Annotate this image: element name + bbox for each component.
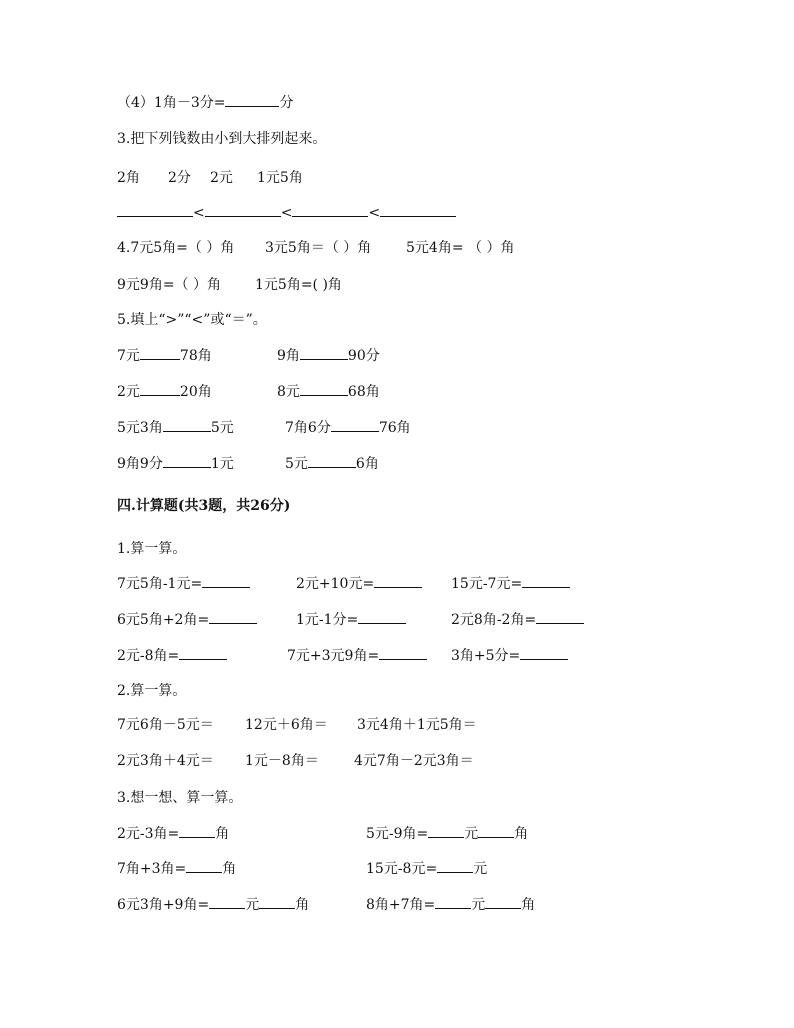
compare-right: 20角: [179, 384, 212, 400]
compare-item: [277, 383, 380, 401]
compare-right: 6角: [355, 456, 379, 472]
compare-left: 9角9分: [117, 456, 163, 472]
calc-item: [366, 896, 535, 914]
answer-blank[interactable]: [522, 575, 570, 588]
calc-item: [451, 575, 570, 593]
calc-item: 2元3角＋4元＝: [117, 753, 214, 769]
answer-blank[interactable]: [140, 383, 180, 396]
calc-expression: 6元3角+9角=: [117, 897, 210, 913]
compare-item: [117, 383, 212, 401]
compare-item: [285, 455, 379, 473]
calc-item: [451, 611, 584, 629]
compare-left: 7元: [117, 348, 140, 364]
calc-expression: 6元5角+2角=: [117, 612, 210, 628]
compare-item: [285, 419, 411, 437]
calc-item: [117, 825, 229, 843]
calc-expression: 7角+3角=: [117, 861, 187, 877]
question-4-part: [117, 94, 293, 112]
money-item: 2分: [168, 170, 191, 186]
unit-label: 角: [222, 861, 237, 877]
conversion-item: 3元5角＝（ ）角: [265, 240, 372, 256]
unit-label: 分: [279, 95, 294, 111]
less-than-sign: <: [368, 205, 381, 221]
calc-item: [451, 647, 568, 665]
less-than-sign: <: [280, 205, 293, 221]
compare-item: [117, 419, 234, 437]
money-item: 2角: [117, 170, 140, 186]
answer-blank[interactable]: [205, 204, 281, 217]
answer-blank[interactable]: [358, 611, 406, 624]
question-5-title: 5.填上“>”“<”或“＝”。: [117, 312, 267, 328]
calc-expression: 2元-3角=: [117, 826, 180, 842]
answer-blank[interactable]: [308, 455, 356, 468]
calc-item: [296, 611, 406, 629]
compare-left: 2元: [117, 384, 140, 400]
answer-blank[interactable]: [478, 825, 514, 838]
answer-blank[interactable]: [202, 575, 250, 588]
compare-right: 76角: [378, 420, 411, 436]
unit-label: 角: [295, 897, 310, 913]
answer-blank[interactable]: [437, 860, 473, 873]
compare-item: [277, 347, 380, 365]
unit-label: 角: [215, 826, 230, 842]
calc-expression: 3角+5分=: [451, 648, 521, 664]
unit-label: 元: [245, 897, 260, 913]
calc-item: [366, 825, 528, 843]
answer-blank[interactable]: [140, 347, 180, 360]
calc-1-title: 1.算一算。: [117, 541, 187, 557]
calc-item: [117, 896, 309, 914]
answer-blank[interactable]: [435, 896, 471, 909]
calc-item: [117, 611, 257, 629]
calc-expression: 2元-8角=: [117, 648, 180, 664]
compare-right: 68角: [347, 384, 380, 400]
answer-blank[interactable]: [485, 896, 521, 909]
calc-item: 12元＋6角＝: [245, 717, 328, 733]
compare-left: 5元3角: [117, 420, 163, 436]
compare-left: 9角: [277, 348, 300, 364]
less-than-sign: <: [193, 205, 205, 221]
calc-expression: 1元-1分=: [296, 612, 359, 628]
answer-blank[interactable]: [209, 611, 257, 624]
unit-label: 元: [473, 861, 488, 877]
unit-label: 元: [464, 826, 479, 842]
answer-blank[interactable]: [179, 647, 227, 660]
compare-right: 5元: [210, 420, 234, 436]
conversion-item: 9元9角=（ ）角: [117, 277, 221, 293]
compare-left: 5元: [285, 456, 308, 472]
calc-item: [287, 647, 427, 665]
answer-blank[interactable]: [520, 647, 568, 660]
question-text: （4）1角－3分=: [117, 95, 226, 111]
calc-item: 1元－8角＝: [245, 753, 319, 769]
answer-blank[interactable]: [380, 204, 456, 217]
answer-blank[interactable]: [209, 896, 245, 909]
calc-item: 3元4角＋1元5角＝: [357, 717, 477, 733]
calc-item: [117, 860, 236, 878]
answer-blank[interactable]: [374, 575, 422, 588]
compare-item: [117, 455, 234, 473]
calc-expression: 2元8角-2角=: [451, 612, 537, 628]
answer-blank[interactable]: [163, 455, 211, 468]
answer-blank[interactable]: [292, 204, 368, 217]
answer-blank[interactable]: [379, 647, 427, 660]
answer-blank[interactable]: [300, 383, 348, 396]
compare-left: 7角6分: [285, 420, 331, 436]
calc-expression: 7元5角-1元=: [117, 576, 203, 592]
compare-item: [117, 347, 212, 365]
answer-blank[interactable]: [225, 94, 279, 107]
question-3-title: 3.把下列钱数由小到大排列起来。: [117, 131, 327, 147]
calc-item: 4元7角－2元3角＝: [354, 753, 474, 769]
answer-blank[interactable]: [536, 611, 584, 624]
calc-expression: 2元+10元=: [296, 576, 375, 592]
calc-2-title: 2.算一算。: [117, 683, 187, 699]
answer-blank[interactable]: [300, 347, 348, 360]
calc-expression: 15元-7元=: [451, 576, 523, 592]
answer-blank[interactable]: [259, 896, 295, 909]
answer-blank[interactable]: [117, 204, 193, 217]
calc-item: [117, 575, 250, 593]
compare-right: 1元: [210, 456, 234, 472]
unit-label: 元: [471, 897, 486, 913]
compare-right: 78角: [179, 348, 212, 364]
money-item: 2元: [210, 170, 233, 186]
money-item: 1元5角: [257, 170, 303, 186]
unit-label: 角: [514, 826, 529, 842]
calc-expression: 8角+7角=: [366, 897, 436, 913]
compare-right: 90分: [347, 348, 380, 364]
calc-expression: 7元+3元9角=: [287, 648, 380, 664]
conversion-item: 5元4角= （ ）角: [406, 240, 515, 256]
calc-3-title: 3.想一想、算一算。: [117, 790, 243, 806]
answer-blank[interactable]: [186, 860, 222, 873]
calc-expression: 15元-8元=: [366, 861, 438, 877]
conversion-item: 1元5角=( )角: [255, 277, 342, 293]
calc-item: 7元6角－5元＝: [117, 717, 214, 733]
calc-item: [117, 647, 227, 665]
answer-blank[interactable]: [428, 825, 464, 838]
answer-blank[interactable]: [331, 419, 379, 432]
conversion-item: 4.7元5角=（ ）角: [117, 240, 235, 256]
unit-label: 角: [521, 897, 536, 913]
answer-blank[interactable]: [163, 419, 211, 432]
section-title: 四.计算题(共3题，共26分): [117, 498, 291, 514]
calc-expression: 5元-9角=: [366, 826, 429, 842]
calc-item: [296, 575, 422, 593]
compare-left: 8元: [277, 384, 300, 400]
calc-item: [366, 860, 487, 878]
ordering-row: [117, 204, 456, 222]
answer-blank[interactable]: [179, 825, 215, 838]
